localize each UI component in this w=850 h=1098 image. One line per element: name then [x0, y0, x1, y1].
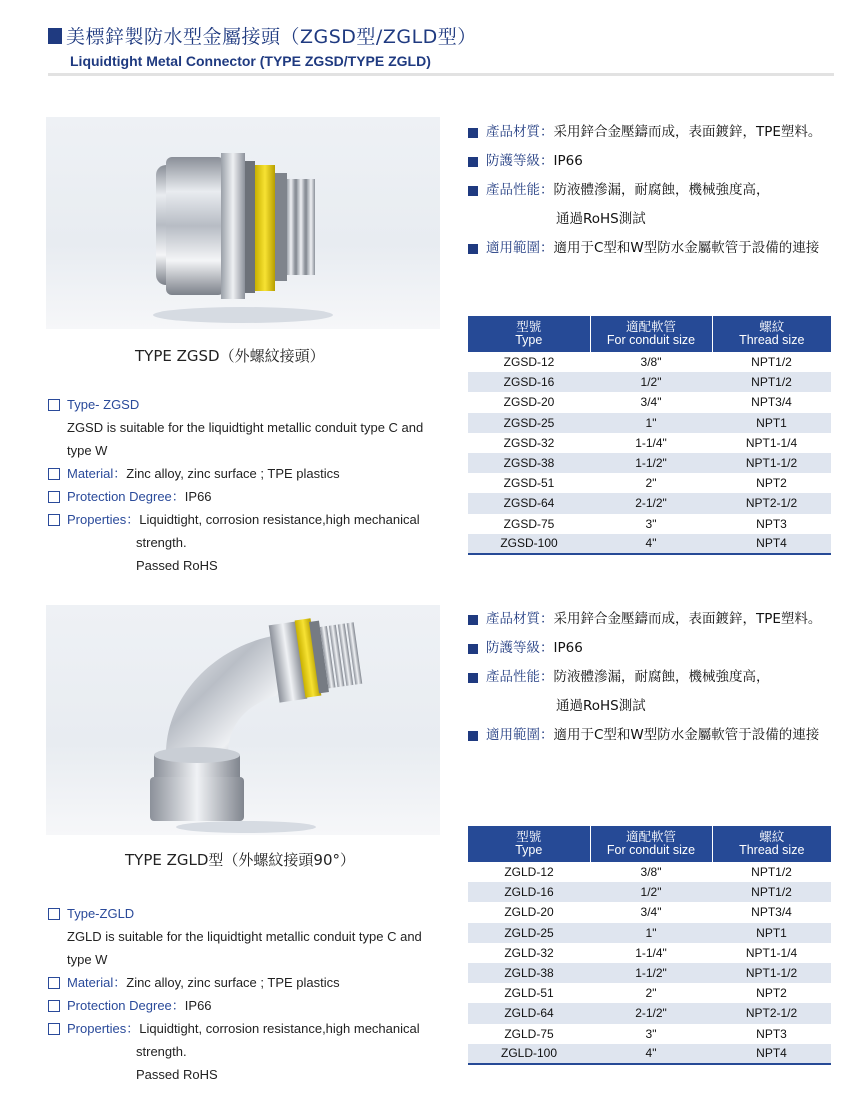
- cell-thread: NPT1-1/2: [712, 963, 831, 983]
- title-cn-text: 美標鋅製防水型金屬接頭（ZGSD型/ZGLD型）: [66, 26, 477, 48]
- bullet-icon: [468, 644, 478, 654]
- cell-type: ZGLD-51: [468, 983, 590, 1003]
- zgsd-cn-performance-value: 防液體滲漏，耐腐蝕，機械強度高，: [553, 182, 770, 198]
- cell-conduit: 1": [590, 923, 712, 943]
- cell-type: ZGSD-64: [468, 493, 590, 513]
- table-row: [468, 983, 831, 1003]
- checkbox-icon: [48, 1000, 60, 1012]
- cell-conduit: 4": [590, 534, 712, 554]
- checkbox-icon: [48, 491, 60, 503]
- zgsd-cn-specs: [468, 118, 838, 263]
- zgsd-cn-application-value: 適用于C型和W型防水金屬軟管于設備的連接: [553, 240, 820, 256]
- zgsd-product-label: TYPE ZGSD（外螺紋接頭）: [135, 347, 325, 365]
- bullet-icon: [468, 244, 478, 254]
- zgsd-en-specs: [48, 393, 438, 577]
- cell-thread: NPT3: [712, 1024, 831, 1044]
- zgsd-en-desc-2: type W: [67, 443, 108, 458]
- zgsd-en-protection-key: Protection Degree：: [67, 489, 185, 504]
- zgld-en-protection-value: IP66: [184, 998, 212, 1013]
- zgsd-en-properties-key: Properties：: [67, 512, 140, 527]
- table-row: [468, 453, 831, 473]
- cell-thread: NPT1-1/4: [712, 433, 831, 453]
- zgld-en-protection-row: [48, 994, 438, 1017]
- cell-thread: NPT1/2: [712, 862, 831, 882]
- zgsd-cn-performance-2: 通過RoHS測試: [556, 211, 646, 227]
- zgsd-cn-performance-key: 產品性能：: [486, 182, 554, 198]
- cell-thread: NPT3/4: [712, 902, 831, 922]
- table-row: [468, 1044, 831, 1064]
- zgld-en-desc-2: type W: [67, 952, 108, 967]
- zgld-en-material-value: Zinc alloy, zinc surface ; TPE plastics: [126, 975, 340, 990]
- table-row: [468, 352, 831, 372]
- cell-conduit: 1-1/2": [590, 453, 712, 473]
- zgld-elbow-connector-image: [46, 605, 440, 835]
- zgld-cn-performance-row: [468, 663, 838, 692]
- zgsd-en-type: Type- ZGSD: [67, 397, 140, 412]
- cell-thread: NPT1-1/4: [712, 943, 831, 963]
- cell-type: ZGSD-16: [468, 372, 590, 392]
- cell-conduit: 4": [590, 1044, 712, 1064]
- cell-conduit: 1/2": [590, 882, 712, 902]
- zgld-cn-application-row: [468, 721, 838, 750]
- table-row: [468, 392, 831, 412]
- cell-thread: NPT1/2: [712, 882, 831, 902]
- table-row: [468, 534, 831, 554]
- zgld-product-label: TYPE ZGLD型（外螺紋接頭90°）: [125, 851, 356, 869]
- zgld-en-type-row: [48, 902, 438, 925]
- zgsd-en-protection-value: IP66: [184, 489, 212, 504]
- checkbox-icon: [48, 514, 60, 526]
- zgld-en-properties-key: Properties：: [67, 1021, 140, 1036]
- cell-conduit: 3/4": [590, 392, 712, 412]
- cell-conduit: 2": [590, 983, 712, 1003]
- zgld-cn-performance-2: 通過RoHS測試: [556, 698, 646, 714]
- zgsd-cn-protection-value: IP66: [553, 153, 583, 169]
- bullet-icon: [468, 128, 478, 138]
- cell-thread: NPT2-1/2: [712, 1003, 831, 1023]
- zgld-cn-performance-value: 防液體滲漏，耐腐蝕，機械強度高，: [553, 669, 770, 685]
- cell-conduit: 2-1/2": [590, 1003, 712, 1023]
- cell-conduit: 3/8": [590, 352, 712, 372]
- cell-type: ZGSD-75: [468, 514, 590, 534]
- zgsd-en-protection-row: [48, 485, 438, 508]
- zgsd-cn-protection-row: [468, 147, 838, 176]
- table-row: [468, 1024, 831, 1044]
- zgld-en-properties-value: Liquidtight, corrosion resistance,high mechanical: [139, 1021, 420, 1036]
- zgsd-en-properties-2: strength.: [136, 535, 187, 550]
- header-type: 型號 Type: [468, 826, 590, 862]
- cell-type: ZGSD-100: [468, 534, 590, 554]
- table-row: [468, 923, 831, 943]
- cell-thread: NPT2: [712, 473, 831, 493]
- zgld-cn-protection-row: [468, 634, 838, 663]
- bullet-icon: [468, 157, 478, 167]
- zgld-spec-table: [468, 826, 831, 1065]
- cell-conduit: 1/2": [590, 372, 712, 392]
- cell-conduit: 3": [590, 514, 712, 534]
- zgld-en-specs: [48, 902, 438, 1086]
- table-row: [468, 514, 831, 534]
- header-conduit-size: 適配軟管 For conduit size: [590, 316, 712, 352]
- cell-type: ZGSD-38: [468, 453, 590, 473]
- zgld-en-material-key: Material：: [67, 975, 127, 990]
- cell-thread: NPT1/2: [712, 372, 831, 392]
- checkbox-icon: [48, 908, 60, 920]
- checkbox-icon: [48, 468, 60, 480]
- cell-type: ZGLD-64: [468, 1003, 590, 1023]
- checkbox-icon: [48, 977, 60, 989]
- cell-thread: NPT4: [712, 534, 831, 554]
- cell-thread: NPT1-1/2: [712, 453, 831, 473]
- zgld-cn-performance-key: 產品性能：: [486, 669, 554, 685]
- cell-conduit: 1-1/4": [590, 433, 712, 453]
- cell-thread: NPT1: [712, 923, 831, 943]
- cell-type: ZGLD-100: [468, 1044, 590, 1064]
- zgld-cn-protection-key: 防護等級：: [486, 640, 554, 656]
- cell-thread: NPT2-1/2: [712, 493, 831, 513]
- zgsd-en-properties-value: Liquidtight, corrosion resistance,high mechanical: [139, 512, 420, 527]
- cell-type: ZGLD-25: [468, 923, 590, 943]
- cell-thread: NPT2: [712, 983, 831, 1003]
- zgsd-en-material-row: [48, 462, 438, 485]
- header-type: 型號 Type: [468, 316, 590, 352]
- zgsd-en-properties-row: [48, 508, 438, 531]
- cell-conduit: 3/8": [590, 862, 712, 882]
- checkbox-icon: [48, 1023, 60, 1035]
- table-row: [468, 372, 831, 392]
- zgsd-en-desc-1: ZGSD is suitable for the liquidtight metallic conduit type C and: [67, 420, 424, 435]
- cell-conduit: 1-1/2": [590, 963, 712, 983]
- cell-conduit: 3": [590, 1024, 712, 1044]
- bullet-icon: [468, 615, 478, 625]
- table-row: [468, 413, 831, 433]
- table-row: [468, 963, 831, 983]
- table-header-row: [468, 316, 831, 352]
- zgld-en-desc-1: ZGLD is suitable for the liquidtight metallic conduit type C and: [67, 929, 422, 944]
- title-cn: [48, 22, 477, 49]
- zgld-cn-specs: [468, 605, 838, 750]
- table-row: [468, 493, 831, 513]
- zgld-product-photo: [46, 605, 440, 835]
- zgld-en-properties-3: Passed RoHS: [136, 1067, 218, 1082]
- cell-type: ZGLD-75: [468, 1024, 590, 1044]
- zgld-en-properties-2: strength.: [136, 1044, 187, 1059]
- zgsd-cn-application-key: 適用範圍：: [486, 240, 554, 256]
- bullet-icon: [468, 186, 478, 196]
- zgsd-en-type-row: [48, 393, 438, 416]
- zgsd-cn-protection-key: 防護等級：: [486, 153, 554, 169]
- zgld-cn-application-key: 適用範圍：: [486, 727, 554, 743]
- zgsd-cn-material-row: [468, 118, 838, 147]
- header-divider: [48, 73, 834, 76]
- header-thread-size: 螺紋 Thread size: [712, 826, 831, 862]
- checkbox-icon: [48, 399, 60, 411]
- zgsd-cn-performance-row: [468, 176, 838, 205]
- table-row: [468, 882, 831, 902]
- cell-type: ZGSD-51: [468, 473, 590, 493]
- zgld-cn-material-value: 采用鋅合金壓鑄而成，表面鍍鋅，TPE塑料。: [553, 611, 822, 627]
- zgld-cn-application-value: 適用于C型和W型防水金屬軟管于設備的連接: [553, 727, 820, 743]
- title-en: Liquidtight Metal Connector (TYPE ZGSD/TYPE ZGLD): [70, 53, 431, 69]
- zgld-cn-protection-value: IP66: [553, 640, 583, 656]
- cell-type: ZGLD-20: [468, 902, 590, 922]
- cell-conduit: 1": [590, 413, 712, 433]
- header-conduit-size: 適配軟管 For conduit size: [590, 826, 712, 862]
- cell-type: ZGSD-12: [468, 352, 590, 372]
- cell-conduit: 2-1/2": [590, 493, 712, 513]
- cell-type: ZGSD-20: [468, 392, 590, 412]
- cell-thread: NPT1/2: [712, 352, 831, 372]
- zgsd-connector-image: [46, 117, 440, 329]
- zgsd-spec-table: [468, 316, 831, 555]
- table-row: [468, 1003, 831, 1023]
- zgld-en-protection-key: Protection Degree：: [67, 998, 185, 1013]
- zgld-en-type: Type-ZGLD: [67, 906, 135, 921]
- table-row: [468, 943, 831, 963]
- zgld-cn-material-key: 產品材質：: [486, 611, 554, 627]
- page-header: [48, 22, 477, 69]
- cell-type: ZGSD-32: [468, 433, 590, 453]
- zgsd-en-material-value: Zinc alloy, zinc surface ; TPE plastics: [126, 466, 340, 481]
- cell-type: ZGLD-38: [468, 963, 590, 983]
- table-row: [468, 433, 831, 453]
- cell-conduit: 2": [590, 473, 712, 493]
- bullet-icon: [468, 673, 478, 683]
- zgsd-cn-material-value: 采用鋅合金壓鑄而成，表面鍍鋅，TPE塑料。: [553, 124, 822, 140]
- table-row: [468, 902, 831, 922]
- cell-thread: NPT3/4: [712, 392, 831, 412]
- header-thread-size: 螺紋 Thread size: [712, 316, 831, 352]
- zgld-en-material-row: [48, 971, 438, 994]
- table-header-row: [468, 826, 831, 862]
- cell-conduit: 1-1/4": [590, 943, 712, 963]
- cell-conduit: 3/4": [590, 902, 712, 922]
- zgld-cn-material-row: [468, 605, 838, 634]
- table-row: [468, 473, 831, 493]
- zgsd-cn-material-key: 產品材質：: [486, 124, 554, 140]
- table-row: [468, 862, 831, 882]
- cell-type: ZGLD-12: [468, 862, 590, 882]
- cell-thread: NPT3: [712, 514, 831, 534]
- zgld-en-properties-row: [48, 1017, 438, 1040]
- cell-type: ZGLD-32: [468, 943, 590, 963]
- zgsd-en-properties-3: Passed RoHS: [136, 558, 218, 573]
- title-square-icon: [48, 28, 62, 44]
- cell-type: ZGLD-16: [468, 882, 590, 902]
- zgsd-product-photo: [46, 117, 440, 329]
- cell-thread: NPT1: [712, 413, 831, 433]
- cell-type: ZGSD-25: [468, 413, 590, 433]
- bullet-icon: [468, 731, 478, 741]
- zgsd-en-material-key: Material：: [67, 466, 127, 481]
- zgsd-cn-application-row: [468, 234, 838, 263]
- cell-thread: NPT4: [712, 1044, 831, 1064]
